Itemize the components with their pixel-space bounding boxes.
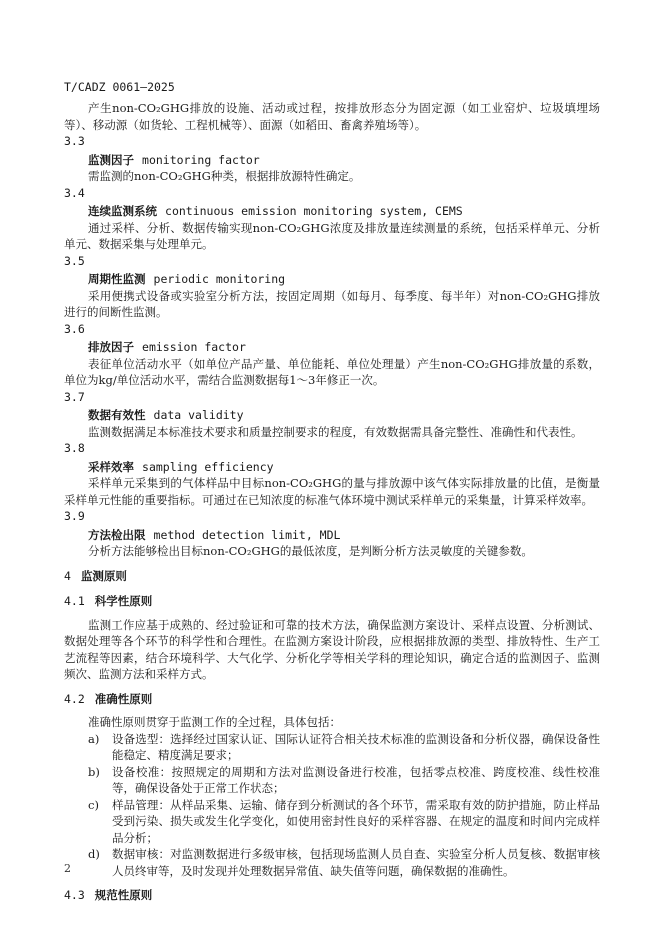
- term-en: sampling efficiency: [142, 459, 274, 474]
- term-en: data validity: [153, 408, 244, 422]
- list-item: c) 样品管理：从样品采集、运输、储存到分析测试的各个环节，需采取有效的防护措施，防止样品受到污染、损失或发生化学变化，如使用密封性良好的采样容器、在规定的温度和时间内完成样品分析；: [88, 797, 600, 845]
- section-4-3-heading: 4.3 规范性原则: [64, 888, 153, 902]
- section-4-2-text: 准确性原则贯穿于监测工作的全过程，具体包括：: [88, 715, 341, 729]
- term-3-6: [64, 321, 600, 389]
- term-en: emission factor: [142, 340, 246, 354]
- term-cn: 采样效率: [88, 459, 134, 474]
- term-cn: 监测因子: [88, 152, 134, 167]
- section-4-1-text: 监测工作应基于成熟的、经过验证和可靠的技术方法，确保监测方案设计、采样点设置、分析测试、数据处理等各个环节的科学性和合理性。在监测方案设计阶段，应根据排放源的类型、排放特性、生产工艺流程等因素，结合环境科学、大气化学、分析化学等相关学科的理论知识，确定合适的监测因子、监测频次、监测方法和采样方式。: [64, 617, 600, 681]
- term-cn: 排放因子: [88, 340, 134, 354]
- section-4-2-list: [64, 731, 600, 880]
- term-definition: 通过采样、分析、数据传输实现non-CO₂GHG浓度及排放量连续测量的系统，包括采样单元、分析单元、数据采集与处理单元。: [64, 220, 600, 251]
- term-3-5: [64, 253, 600, 321]
- term-number: 3.4: [64, 185, 85, 200]
- section-4-heading: 4 监测原则: [64, 568, 127, 583]
- list-item: b) 设备校准：按照规定的周期和方法对监测设备进行校准，包括零点校准、跨度校准、线性校准等，确保设备处于正常工作状态；: [88, 764, 600, 795]
- term-number: 3.8: [64, 441, 85, 455]
- term-number: 3.3: [64, 134, 85, 148]
- term-number: 3.7: [64, 389, 85, 404]
- term-definition: 表征单位活动水平（如单位产品产量、单位能耗、单位处理量）产生non-CO₂GHG排放量的系数，单位为kg/单位活动水平，需结合监测数据每1～3年修正一次。: [64, 356, 600, 387]
- term-3-7: [64, 389, 600, 441]
- term-cn: 周期性监测: [88, 272, 146, 286]
- section-4-1-heading: 4.1 科学性原则: [64, 594, 153, 608]
- term-3-8: [64, 440, 600, 508]
- intro-paragraph: 产生non-CO₂GHG排放的设施、活动或过程，按排放形态分为固定源（如工业窑炉、垃圾填埋场等）、移动源（如货轮、工程机械等）、面源（如稻田、畜禽养殖场等）。: [64, 101, 600, 132]
- document-id: T/CADZ 0061—2025: [64, 80, 175, 94]
- list-item: a) 设备选型：选择经过国家认证、国际认证符合相关技术标准的监测设备和分析仪器，确保设备性能稳定、精度满足要求；: [88, 731, 600, 762]
- term-number: 3.5: [64, 253, 85, 268]
- term-number: 3.6: [64, 321, 85, 336]
- term-3-4: [64, 185, 600, 253]
- term-en: method detection limit, MDL: [153, 527, 341, 542]
- term-en: continuous emission monitoring system, CEMS: [165, 204, 463, 218]
- term-3-9: [64, 508, 600, 560]
- term-cn: 方法检出限: [88, 527, 146, 542]
- term-en: periodic monitoring: [153, 272, 286, 286]
- term-definition: 需监测的non-CO₂GHG种类，根据排放源特性确定。: [88, 169, 361, 183]
- term-definition: 监测数据满足本标准技术要求和质量控制要求的程度，有效数据需具备完整性、准确性和代表性。: [88, 424, 583, 439]
- term-definition: 采样单元采集到的气体样品中目标non-CO₂GHG的量与排放源中该气体实际排放量的比值，是衡量采样单元性能的重要指标。可通过在已知浓度的标准气体环境中测试采样单元的采集量，计算采样效率。: [64, 476, 600, 507]
- list-item: d) 数据审核：对监测数据进行多级审核，包括现场监测人员自查、实验室分析人员复核、数据审核人员终审等，及时发现并处理数据异常值、缺失值等问题，确保数据的准确性。: [88, 847, 600, 878]
- term-definition: 分析方法能够检出目标non-CO₂GHG的最低浓度，是判断分析方法灵敏度的关键参数。: [88, 544, 533, 558]
- term-en: monitoring factor: [142, 152, 260, 167]
- section-4-2-heading: 4.2 准确性原则: [64, 691, 153, 706]
- term-definition: 采用便携式设备或实验室分析方法，按固定周期（如每月、每季度、每半年）对non-CO₂GHG排放进行的间断性监测。: [64, 288, 600, 319]
- page-number: 2: [64, 862, 71, 875]
- term-number: 3.9: [64, 509, 85, 523]
- body: [64, 100, 600, 911]
- term-3-3: [64, 133, 600, 185]
- term-cn: 数据有效性: [88, 408, 146, 422]
- term-cn: 连续监测系统: [88, 204, 157, 218]
